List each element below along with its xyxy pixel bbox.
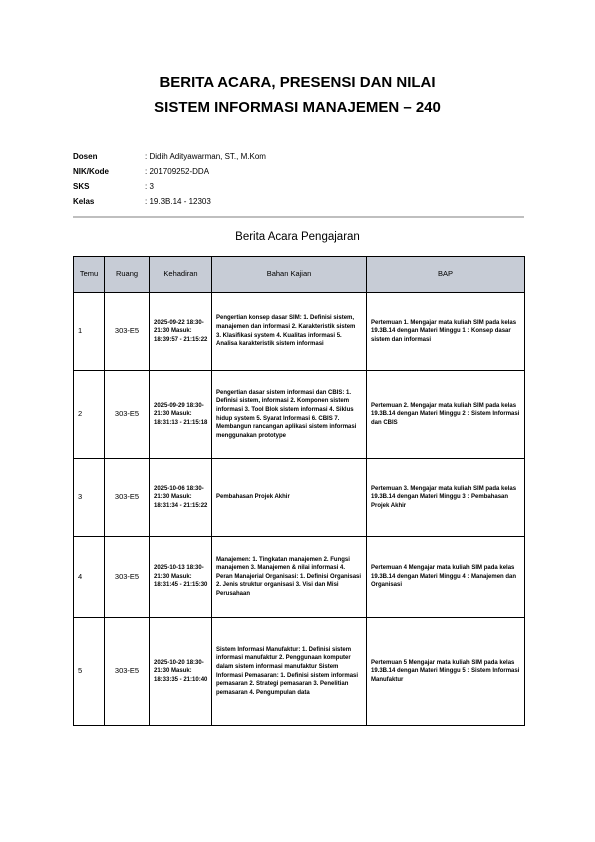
cell-ruang: 303-E5 [105, 618, 150, 726]
info-row-sks [73, 179, 266, 194]
cell-bahan-kajian: Sistem Informasi Manufaktur: 1. Definisi sistem informasi manufaktur 2. Penggunaan komputer dalam sistem informasi manufaktur Sistem Informasi Pemasaran: 1. Definisi sistem informasi pemasaran 2. Strategi pemasaran 3. Penelitian pemasaran 4. Pengumpulan data [212, 618, 367, 726]
cell-bap: Pertemuan 3. Mengajar mata kuliah SIM pada kelas 19.3B.14 dengan Materi Minggu 3 : Pembahasan Projek Akhir [367, 459, 525, 537]
cell-bap: Pertemuan 2. Mengajar mata kuliah SIM pada kelas 19.3B.14 dengan Materi Minggu 2 : Sistem Informasi dan CBIS [367, 371, 525, 459]
cell-ruang: 303-E5 [105, 293, 150, 371]
cell-bahan-kajian: Pengertian konsep dasar SIM: 1. Definisi sistem, manajemen dan informasi 2. Karakteristik sistem 3. Klasifikasi system 4. Kualitas informasi 5. Analisa karakteristik sistem informasi [212, 293, 367, 371]
info-label: Dosen [73, 152, 98, 161]
cell-bap: Pertemuan 4 Mengajar mata kuliah SIM pada kelas 19.3B.14 dengan Materi Minggu 4 : Manajemen dan Organisasi [367, 537, 525, 618]
document-title-line2: SISTEM INFORMASI MANAJEMEN – 240 [154, 99, 441, 116]
cell-ruang: 303-E5 [105, 459, 150, 537]
info-value: : 3 [145, 182, 154, 191]
header-temu: Temu [74, 257, 105, 293]
info-label: Kelas [73, 197, 95, 206]
info-label: NIK/Kode [73, 167, 109, 176]
header-ruang: Ruang [105, 257, 150, 293]
cell-kehadiran: 2025-09-29 18:30-21:30 Masuk: 18:31:13 - 21:15:18 [150, 371, 212, 459]
section-divider [73, 216, 524, 218]
cell-temu: 4 [74, 537, 105, 618]
cell-kehadiran: 2025-10-20 18:30-21:30 Masuk: 18:33:35 - 21:10:40 [150, 618, 212, 726]
cell-bap: Pertemuan 5 Mengajar mata kuliah SIM pada kelas 19.3B.14 dengan Materi Minggu 5 : Sistem Informasi Manufaktur [367, 618, 525, 726]
info-row-kelas [73, 194, 266, 209]
header-bap: BAP [367, 257, 525, 293]
cell-bahan-kajian: Pembahasan Projek Akhir [212, 459, 367, 537]
cell-bahan-kajian: Pengertian dasar sistem informasi dan CBIS: 1. Definisi sistem, informasi 2. Komponen sistem informasi 3. Tool Blok sistem informasi 4. Siklus hidup system 5. Syarat Informasi 6. CBIS 7. Membangun rancangan aplikasi sistem informasi menggunakan prototype [212, 371, 367, 459]
info-value: : Didih Adityawarman, ST., M.Kom [145, 152, 266, 161]
cell-bap: Pertemuan 1. Mengajar mata kuliah SIM pada kelas 19.3B.14 dengan Materi Minggu 1 : Konsep dasar sistem dan informasi [367, 293, 525, 371]
cell-kehadiran: 2025-10-06 18:30-21:30 Masuk: 18:31:34 - 21:15:22 [150, 459, 212, 537]
cell-temu: 2 [74, 371, 105, 459]
info-value: : 19.3B.14 - 12303 [145, 197, 211, 206]
cell-ruang: 303-E5 [105, 371, 150, 459]
cell-kehadiran: 2025-09-22 18:30-21:30 Masuk: 18:39:57 - 21:15:22 [150, 293, 212, 371]
table-row [74, 371, 525, 459]
teaching-record-table [73, 256, 525, 726]
cell-temu: 3 [74, 459, 105, 537]
cell-bahan-kajian: Manajemen: 1. Tingkatan manajemen 2. Fungsi manajemen 3. Manajemen & nilai informasi 4. Peran Manajerial Organisasi: 1. Definisi Organisasi 2. Jenis struktur organisasi 3. Visi dan Misi Perusahaan [212, 537, 367, 618]
lecturer-info [73, 149, 266, 209]
cell-ruang: 303-E5 [105, 537, 150, 618]
table-row [74, 293, 525, 371]
cell-temu: 5 [74, 618, 105, 726]
section-title: Berita Acara Pengajaran [235, 231, 360, 243]
info-row-nik [73, 164, 266, 179]
table-header-row [74, 257, 525, 293]
table-row [74, 537, 525, 618]
header-kehadiran: Kehadiran [150, 257, 212, 293]
table-row [74, 459, 525, 537]
header-bahan-kajian: Bahan Kajian [212, 257, 367, 293]
table-row [74, 618, 525, 726]
info-row-dosen [73, 149, 266, 164]
document-title-line1: BERITA ACARA, PRESENSI DAN NILAI [159, 74, 436, 91]
cell-kehadiran: 2025-10-13 18:30-21:30 Masuk: 18:31:45 - 21:15:30 [150, 537, 212, 618]
info-label: SKS [73, 182, 90, 191]
info-value: : 201709252-DDA [145, 167, 210, 176]
cell-temu: 1 [74, 293, 105, 371]
